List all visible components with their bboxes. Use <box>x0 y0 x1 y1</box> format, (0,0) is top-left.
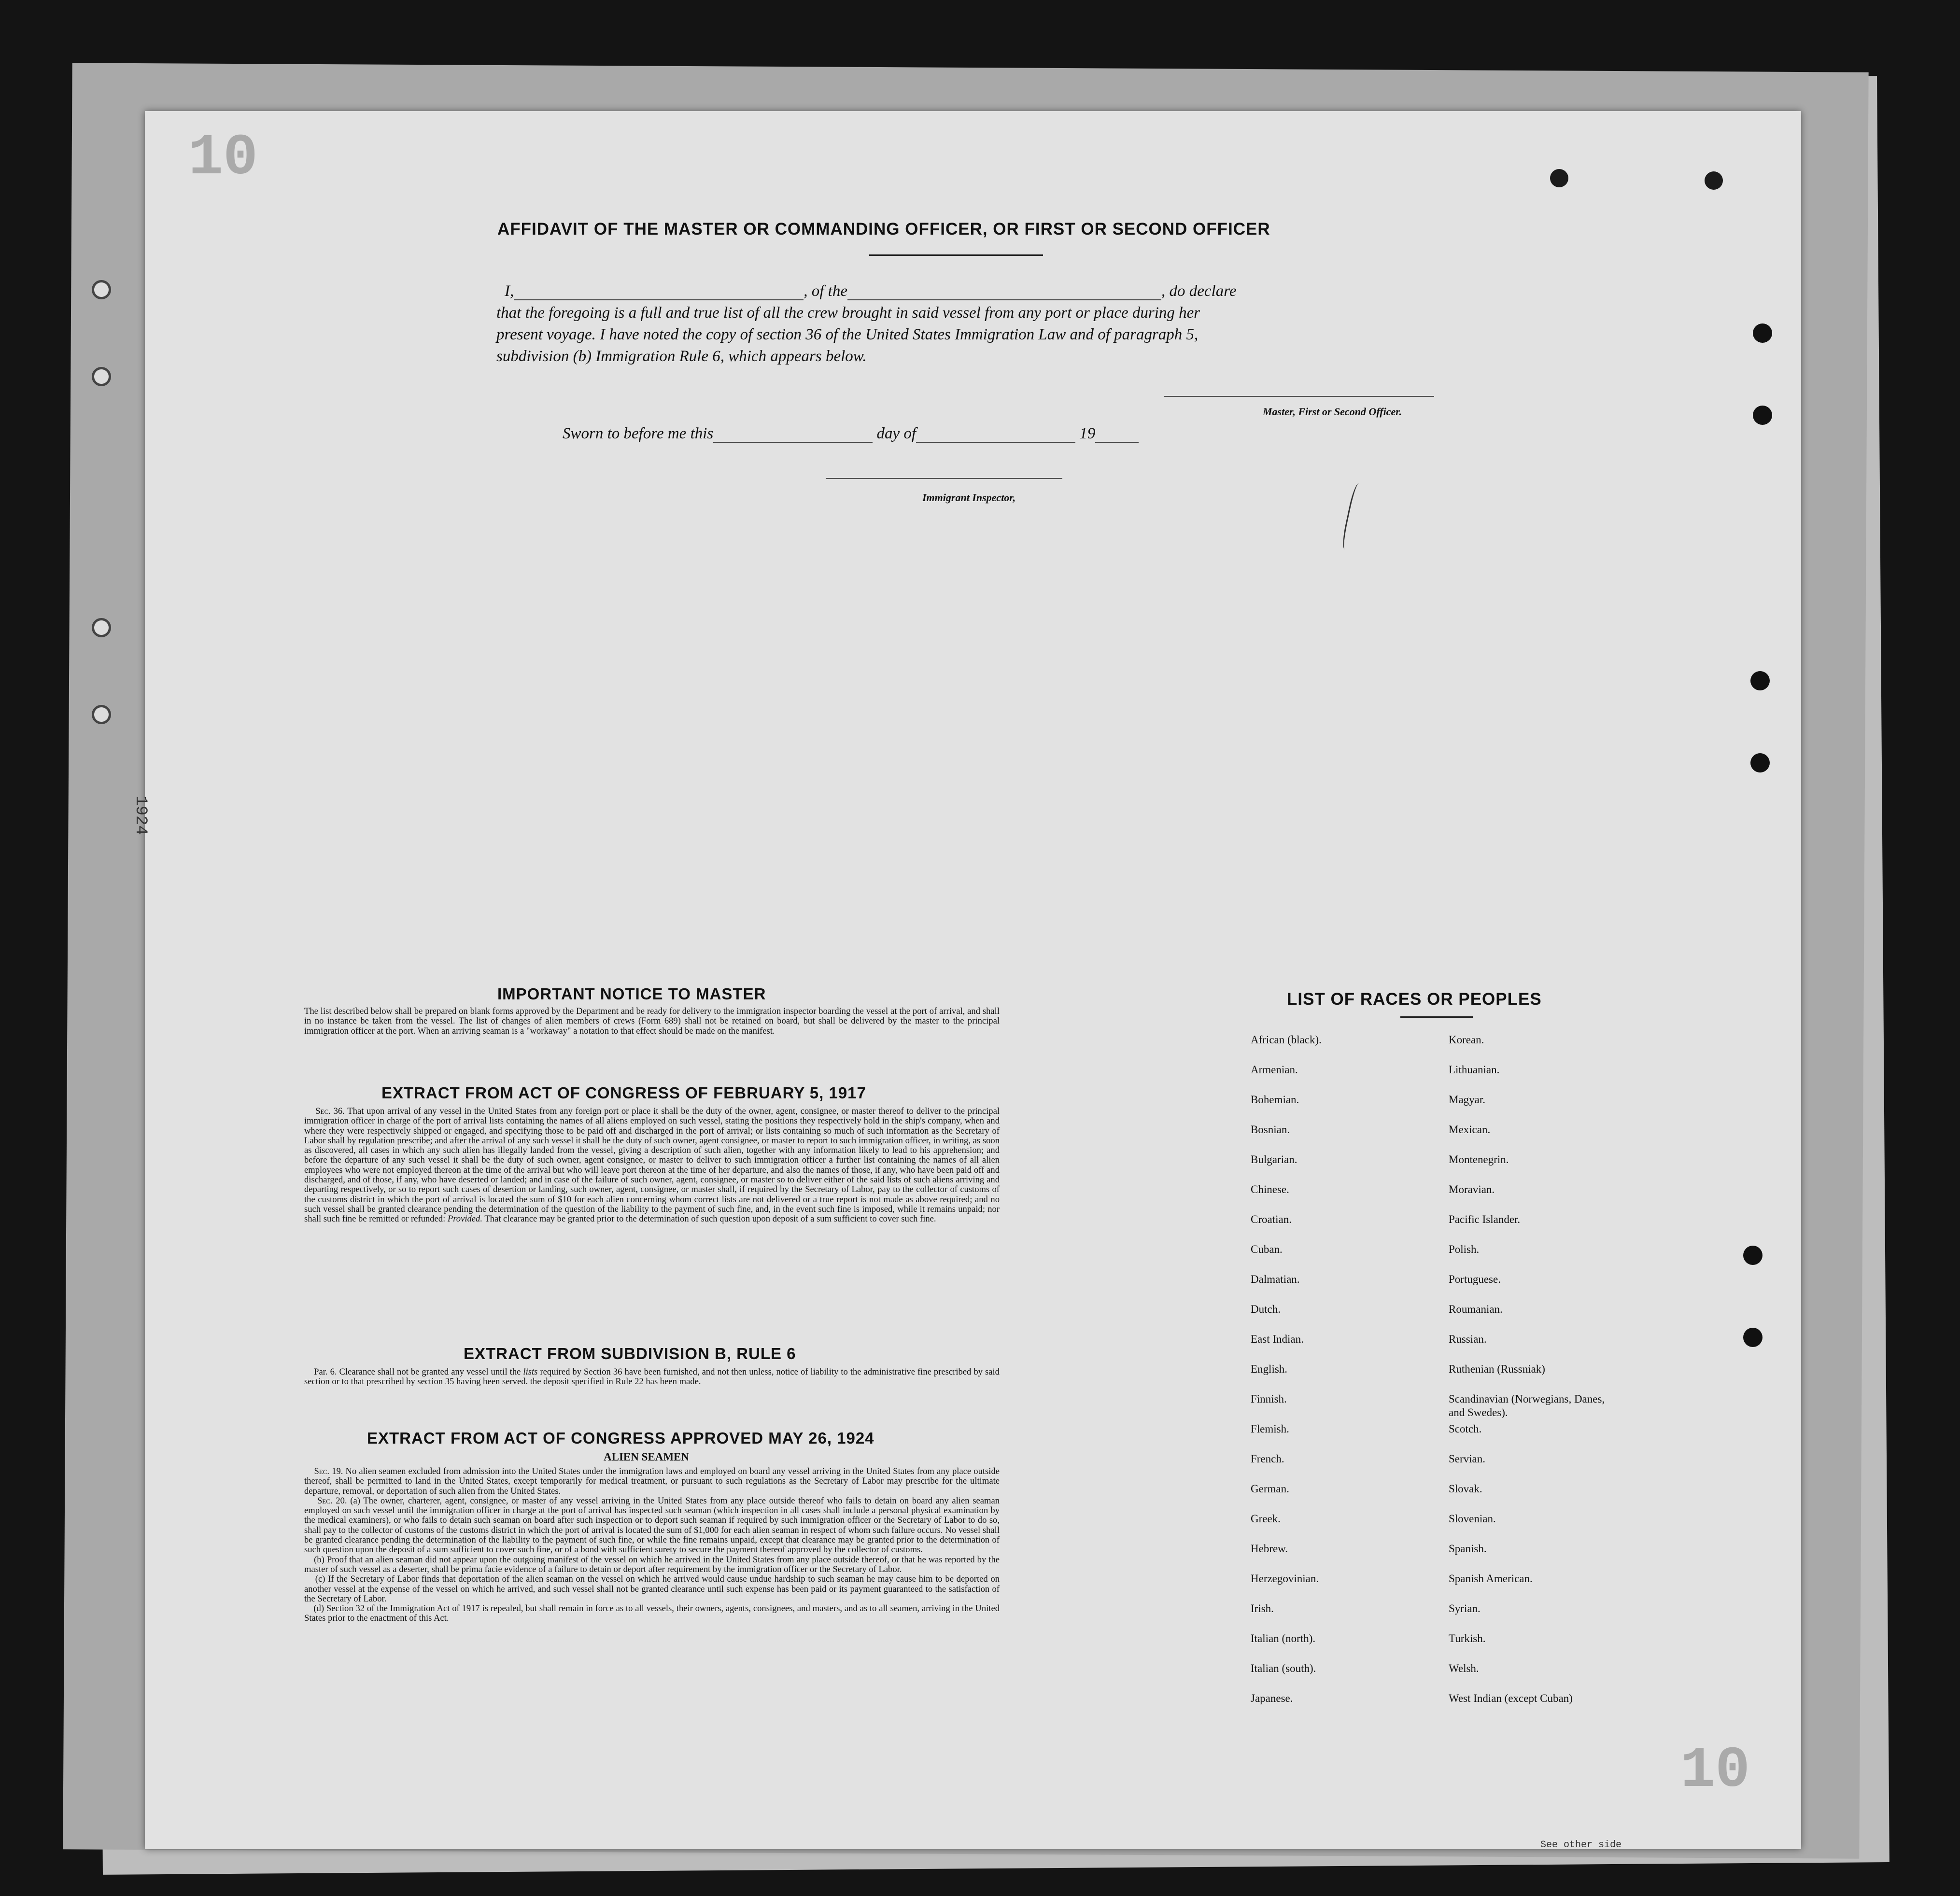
section-20b-body: (b) Proof that an alien seaman did not appear upon the outgoing manifest of the vessel on which he arrived in the United States from any place outside thereof, or that he was reported by the master of such vessel as a deserter, shall be prima facie evidence of a failure to detain or deport after requirement by the immigration officer or the Secretary of Labor. <box>304 1554 1000 1574</box>
inspector-label: Immigrant Inspector, <box>922 492 1016 504</box>
master-label: Master, First or Second Officer. <box>1263 406 1402 418</box>
affidavit-line-2: that the foregoing is a full and true list of all the crew brought in said vessel from any port or place during her <box>496 304 1200 322</box>
race-item: Greek. <box>1251 1513 1281 1525</box>
race-item: Bulgarian. <box>1251 1153 1297 1166</box>
race-item: West Indian (except Cuban) <box>1449 1692 1573 1704</box>
year-text: 19 <box>1079 425 1096 442</box>
race-item: Welsh. <box>1449 1662 1479 1674</box>
race-item: Slovak. <box>1449 1483 1482 1495</box>
punch-hole-icon <box>1753 406 1772 425</box>
race-item: Servian. <box>1449 1453 1486 1465</box>
race-item: Croatian. <box>1251 1213 1292 1225</box>
race-item: Dutch. <box>1251 1303 1281 1315</box>
race-item: Polish. <box>1449 1243 1480 1255</box>
race-item: East Indian. <box>1251 1333 1304 1345</box>
section-20c-body: (c) If the Secretary of Labor finds that deportation of the alien seaman on the vessel on which he arrived would cause undue hardship to such seaman he may cause him to be deported on another vessel at the expense of the vessel on which he arrived, and such vessel shall not be granted clearance until such expense has been paid or its payment guaranteed to the satisfaction of the Secretary of Labor. <box>304 1574 1000 1604</box>
race-item: Portuguese. <box>1449 1273 1501 1285</box>
extract-1917-text <box>304 1107 1000 1224</box>
race-item: Cuban. <box>1251 1243 1283 1255</box>
section-label: Sec. 19. <box>314 1466 343 1476</box>
race-item: Spanish. <box>1449 1543 1487 1555</box>
binder-ring-icon <box>92 367 111 386</box>
race-item: African (black). <box>1251 1034 1322 1046</box>
race-item: Spanish American. <box>1449 1573 1533 1585</box>
race-item: Finnish. <box>1251 1393 1287 1405</box>
page-number-mark: 10 <box>188 126 258 191</box>
race-item: Mexican. <box>1449 1124 1491 1136</box>
divider <box>1400 1016 1473 1018</box>
section-label: Sec. 20. <box>317 1495 347 1506</box>
race-item: Turkish. <box>1449 1632 1486 1644</box>
side-year-mark: 1924 <box>131 796 150 835</box>
sworn-day-field[interactable] <box>713 442 873 443</box>
race-item: Scandinavian (Norwegians, Danes, and Swedes). <box>1449 1393 1605 1418</box>
extract-1924-title: EXTRACT FROM ACT OF CONGRESS APPROVED MAY 26, 1924 <box>367 1429 874 1447</box>
manifest-sheet <box>131 111 1801 1851</box>
name-field[interactable] <box>514 299 804 300</box>
race-item: Lithuanian. <box>1449 1064 1500 1076</box>
section-36-body: That upon arrival of any vessel in the United States from any foreign port or place it shall be the duty of the owner, agent, consignee, or master thereof to deliver to the principal immigration officer in charge of the port of arrival lists containing the names of all aliens employed on such vessel, stating the positions they respectively hold in the ship's company, when and where they were respectively shipped or engaged, and specifying those to be paid off and discharged in the port of arrival; or lists containing so much of such information as the Secretary of Labor shall by regulation prescribe; and after the arrival of any such vessel it shall be the duty of such owner, agent consignee, or master to report to such immigration officer, in writing, as soon as discovered, all cases in which any such alien has illegally landed from the vessel, giving a description of such alien, together with any information likely to lead to his apprehension; and before the departure of any such vessel it shall be the duty of such owner, agent consignee, or master to deliver to such immigration officer a further list containing the names of all alien employees who were not employed thereon at the time of the arrival but who will leave port thereon at the time of her departure, and also the names of those, if any, who have been paid off and discharged, and of those, if any, who have deserted or landed; and in case of the failure of such owner, agent, consignee, or master so to deliver either of the said lists of such aliens arriving and departing respectively, or so to report such cases of desertion or landing, such owner, agent, consignee, or master shall, if required by the Secretary of Labor, pay to the collector of customs of the customs district in which the port of arrival is located the sum of $10 for each alien concerning whom correct lists are not delivered or a true report is not made as above required; and no such vessel shall be granted clearance pending the determination of the question of the liability to the payment of such fine, and, in the event such fine is imposed, while it remains unpaid; nor shall such fine be remitted or refunded: <box>304 1106 1000 1224</box>
race-item: Syrian. <box>1449 1602 1481 1615</box>
vessel-field[interactable] <box>847 299 1161 300</box>
section-label: Sec. 36. <box>315 1106 345 1116</box>
race-item: Montenegrin. <box>1449 1153 1509 1166</box>
race-item: French. <box>1251 1453 1284 1465</box>
notice-text: The list described below shall be prepared on blank forms approved by the Department and be ready for delivery to the immigration inspector boarding the vessel at the port of arrival, and shall in no instance be taken from the vessel. The list of changes of alien members of crews (Form 689) shall not be retained on board, but shall be delivered by the master to the principal immigration officer at the port. When an arriving seaman is a "workaway" a notation to that effect should be made on the manifest. <box>304 1006 1000 1036</box>
section-36-end: That clearance may be granted prior to the determination of such question upon deposit of a sum sufficient to cover such fine. <box>484 1214 936 1224</box>
race-item: Korean. <box>1449 1034 1484 1046</box>
race-item: English. <box>1251 1363 1288 1375</box>
race-item: Chinese. <box>1251 1183 1289 1195</box>
race-item: Bosnian. <box>1251 1124 1290 1136</box>
race-item: Ruthenian (Russniak) <box>1449 1363 1545 1375</box>
race-item: Armenian. <box>1251 1064 1298 1076</box>
affidavit-line-3: present voyage. I have noted the copy of section 36 of the United States Immigration Law and of paragraph 5, <box>496 326 1199 343</box>
day-of-text: day of <box>876 425 917 442</box>
race-item: Japanese. <box>1251 1692 1293 1704</box>
see-other-side-note: See other side <box>1540 1840 1622 1851</box>
punch-hole-icon <box>1750 671 1770 690</box>
races-title: LIST OF RACES OR PEOPLES <box>1287 990 1542 1009</box>
race-item: Scotch. <box>1449 1423 1482 1435</box>
punch-hole-icon <box>1743 1328 1763 1347</box>
affidavit-i-text: I, <box>505 282 514 300</box>
extract-1924-text <box>304 1467 1000 1624</box>
race-item: Roumanian. <box>1449 1303 1503 1315</box>
race-item: Italian (north). <box>1251 1632 1316 1644</box>
rule6-body-b: required by Section 36 have been furnished, and not then unless, notice of liability to the administrative fine prescribed by said section or to that prescribed by section 35 having been served. the deposit specified in Rule 22 has been made. <box>304 1367 1000 1387</box>
race-item: Italian (south). <box>1251 1662 1316 1674</box>
punch-hole-icon <box>1753 323 1772 343</box>
affidavit-title: AFFIDAVIT OF THE MASTER OR COMMANDING OFFICER, OR FIRST OR SECOND OFFICER <box>497 220 1270 239</box>
race-item: Pacific Islander. <box>1449 1213 1521 1225</box>
punch-hole-icon <box>1550 169 1568 187</box>
races-list-left <box>1251 1033 1410 1722</box>
page-number-mark: 10 <box>1680 1738 1750 1804</box>
race-item: Magyar. <box>1449 1094 1486 1106</box>
race-item: Flemish. <box>1251 1423 1289 1435</box>
inspector-signature-line <box>826 478 1062 479</box>
binder-ring-icon <box>92 618 111 637</box>
paragraph-label: Par. 6. <box>314 1367 337 1377</box>
affidavit-line-1 <box>505 282 1236 300</box>
punch-hole-icon <box>1705 171 1723 190</box>
notice-title: IMPORTANT NOTICE TO MASTER <box>497 985 766 1003</box>
rule6-text <box>304 1367 1000 1387</box>
section-20d-body: (d) Section 32 of the Immigration Act of 1917 is repealed, but shall remain in force as to all vessels, their owners, agents, consignees, and masters, and as to all seamen, arriving in the United States prior to the enactment of this Act. <box>304 1603 1000 1624</box>
section-19-body: No alien seamen excluded from admission into the United States under the immigration laws and employed on board any vessel arriving in the United States from any place outside thereof, shall be permitted to land in the United States, except temporarily for medical treatment, or pursuant to such regulations as the Secretary of Labor may prescribe for the ultimate departure, removal, or deportation of such alien from the United States. <box>304 1466 1000 1496</box>
binder-ring-icon <box>92 705 111 724</box>
affidavit-line-4: subdivision (b) Immigration Rule 6, which appears below. <box>496 348 867 365</box>
punch-hole-icon <box>1743 1246 1763 1265</box>
race-item: Russian. <box>1449 1333 1487 1345</box>
race-item: Slovenian. <box>1449 1513 1496 1525</box>
rule6-body-a: Clearance shall not be granted any vessel until the <box>339 1367 521 1377</box>
sworn-text: Sworn to before me this <box>563 425 714 442</box>
race-item: Hebrew. <box>1251 1543 1288 1555</box>
race-item: Bohemian. <box>1251 1094 1299 1106</box>
lists-word: lists <box>523 1367 538 1377</box>
sworn-year-field[interactable] <box>1095 442 1139 443</box>
extract-1917-title: EXTRACT FROM ACT OF CONGRESS OF FEBRUARY 5, 1917 <box>381 1084 866 1102</box>
race-item: German. <box>1251 1483 1289 1495</box>
sworn-month-field[interactable] <box>916 442 1075 443</box>
provided-word: Provided. <box>447 1214 483 1224</box>
affidavit-declare-text: , do declare <box>1161 282 1237 300</box>
sworn-line <box>563 425 1139 443</box>
race-item: Irish. <box>1251 1602 1274 1615</box>
officer-signature <box>1340 482 1366 551</box>
affidavit-of-text: , of the <box>804 282 847 300</box>
races-list-right <box>1449 1033 1608 1722</box>
rule6-title: EXTRACT FROM SUBDIVISION B, RULE 6 <box>464 1345 796 1362</box>
race-item: Moravian. <box>1449 1183 1495 1195</box>
binder-ring-icon <box>92 280 111 299</box>
race-item: Herzegovinian. <box>1251 1573 1319 1585</box>
punch-hole-icon <box>1750 753 1770 772</box>
section-20a-body: (a) The owner, charterer, agent, consignee, or master of any vessel arriving in the United States from any place outside thereof who fails to detain on board any alien seaman employed on such vessel until the immigration officer in charge at the port of arrival has inspected such seaman (which inspection in all cases shall include a personal physical examination by the medical examiners), or who fails to detain such seaman on board after such inspection or to deport such seaman if required by such immigration officer or the Secretary of Labor to do so, shall pay to the collector of customs of the customs district in which the port of arrival is located the sum of $1,000 for each alien seaman in respect of whom such failure occurs. No vessel shall be granted clearance pending the determination of the liability to the payment of such fine, or while the fine remains unpaid, except that clearance may be granted prior to the determination of such question upon the deposit of a sum sufficient to cover such fine, or of a bond with sufficient surety to secure the payment thereof approved by the collector of customs. <box>304 1495 1000 1555</box>
master-signature-line <box>1164 396 1434 397</box>
divider <box>869 254 1043 256</box>
race-item: Dalmatian. <box>1251 1273 1300 1285</box>
alien-seamen-subtitle: ALIEN SEAMEN <box>604 1451 690 1463</box>
